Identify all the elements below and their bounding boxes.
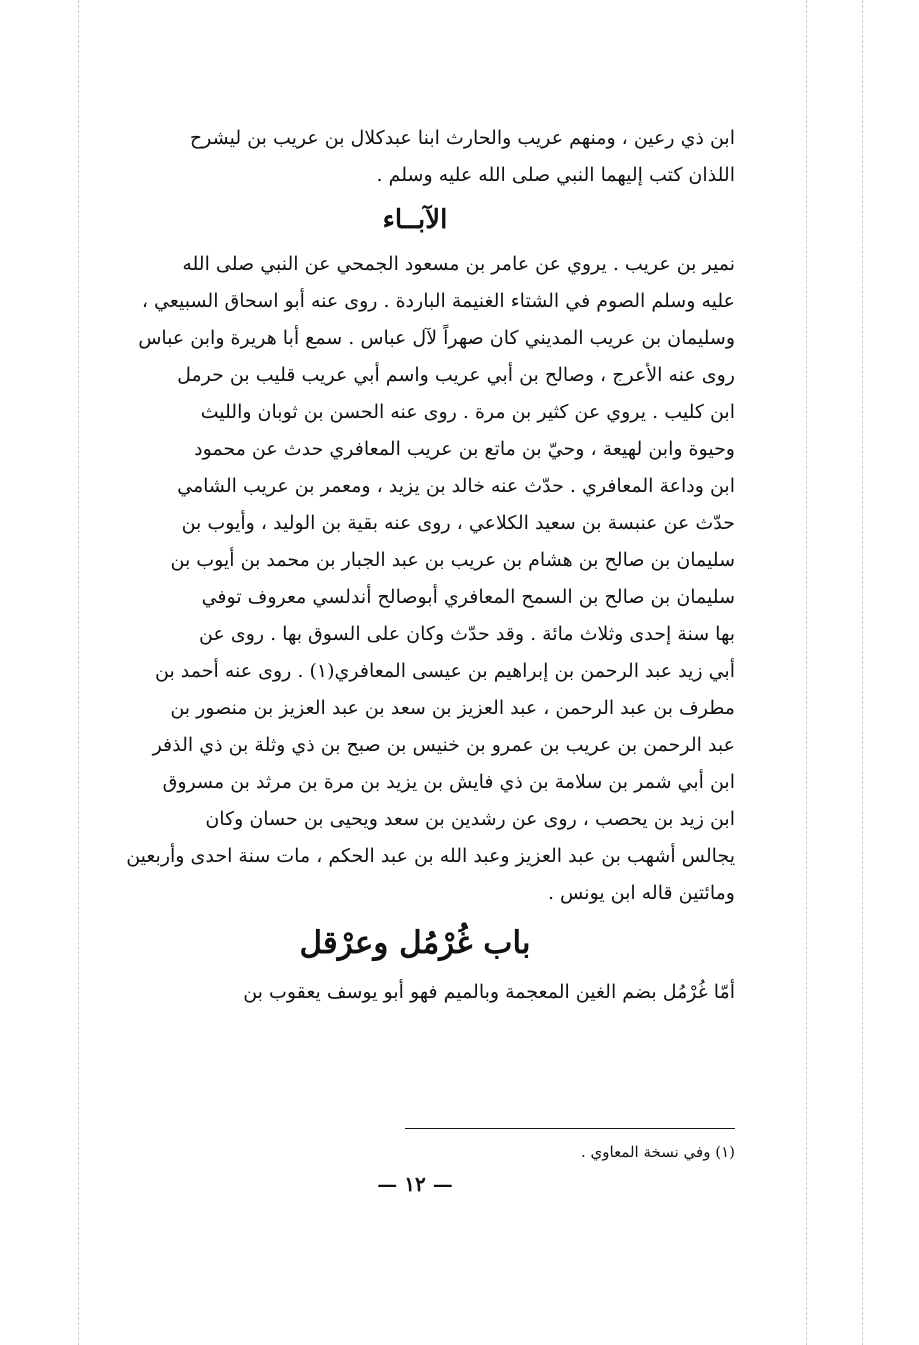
text-line: أبي زيد عبد الرحمن بن إبراهيم بن عيسى المعافري(١) . روى عنه أحمد بن <box>155 660 735 682</box>
chapter-heading: باب غُرْمُل وعرْقل <box>299 925 531 961</box>
text-line: ابن ذي رعين ، ومنهم عريب والحارث ابنا عبدكلال بن عريب بن ليشرح <box>189 127 735 149</box>
text-line: يجالس أشهب بن عبد العزيز وعبد الله بن عبد الحكم ، مات سنة احدى وأربعين <box>126 845 735 867</box>
text-line: ابن أبي شمر بن سلامة بن ذي فايش بن يزيد بن مرة بن مرثد بن مسروق <box>162 771 735 793</box>
page-body <box>95 120 735 1220</box>
margin-guide-right-1 <box>806 0 807 1345</box>
text-line: أمّا غُرْمُل بضم الغين المعجمة وبالميم فهو أبو يوسف يعقوب بن <box>243 981 735 1003</box>
footnote: (١) وفي نسخة المعاوي . <box>580 1143 735 1161</box>
text-line: حدّث عن عنبسة بن سعيد الكلاعي ، روى عنه بقية بن الوليد ، وأيوب بن <box>181 512 735 534</box>
text-block-chapter <box>95 974 735 1011</box>
text-line: ابن كليب . يروي عن كثير بن مرة . روى عنه الحسن بن ثوبان والليث <box>200 401 735 423</box>
text-block-intro <box>95 120 735 194</box>
section-heading-ancestors: الآبــاء <box>382 205 448 235</box>
text-block-main <box>95 246 735 912</box>
footnote-rule <box>405 1128 735 1129</box>
text-line: وحيوة وابن لهيعة ، وحيّ بن ماتع بن عريب المعافري حدث عن محمود <box>194 438 735 460</box>
text-line: ابن زيد بن يحصب ، روى عن رشدين بن سعد ويحيى بن حسان وكان <box>205 808 735 830</box>
text-line: نمير بن عريب . يروي عن عامر بن مسعود الجمحي عن النبي صلى الله <box>182 253 735 275</box>
page-number: — ١٢ — <box>377 1172 453 1196</box>
margin-guide-left <box>78 0 79 1345</box>
text-line: اللذان كتب إليهما النبي صلى الله عليه وسلم . <box>376 164 735 186</box>
text-line: عبد الرحمن بن عريب بن عمرو بن خنيس بن صبح بن ذي وثلة بن ذي الذفر <box>152 734 735 756</box>
text-line: روى عنه الأعرج ، وصالح بن أبي عريب واسم أبي عريب قليب بن حرمل <box>177 364 735 386</box>
text-line: ابن وداعة المعافري . حدّث عنه خالد بن يزيد ، ومعمر بن عريب الشامي <box>177 475 735 497</box>
text-line: سليمان بن صالح بن السمح المعافري أبوصالح أندلسي معروف توفي <box>201 586 735 608</box>
text-line: عليه وسلم الصوم في الشتاء الغنيمة الباردة . روى عنه أبو اسحاق السبيعي ، <box>141 290 735 312</box>
text-line: وسليمان بن عريب المديني كان صهراً لآل عباس . سمع أبا هريرة وابن عباس <box>138 327 735 349</box>
text-line: مطرف بن عبد الرحمن ، عبد العزيز بن سعد بن عبد العزيز بن منصور بن <box>170 697 735 719</box>
margin-guide-right-2 <box>862 0 863 1345</box>
text-line: سليمان بن صالح بن هشام بن عريب بن عبد الجبار بن محمد بن أيوب بن <box>170 549 735 571</box>
text-line: ومائتين قاله ابن يونس . <box>547 882 735 904</box>
text-line: بها سنة إحدى وثلاث مائة . وقد حدّث وكان على السوق بها . روى عن <box>199 623 735 645</box>
